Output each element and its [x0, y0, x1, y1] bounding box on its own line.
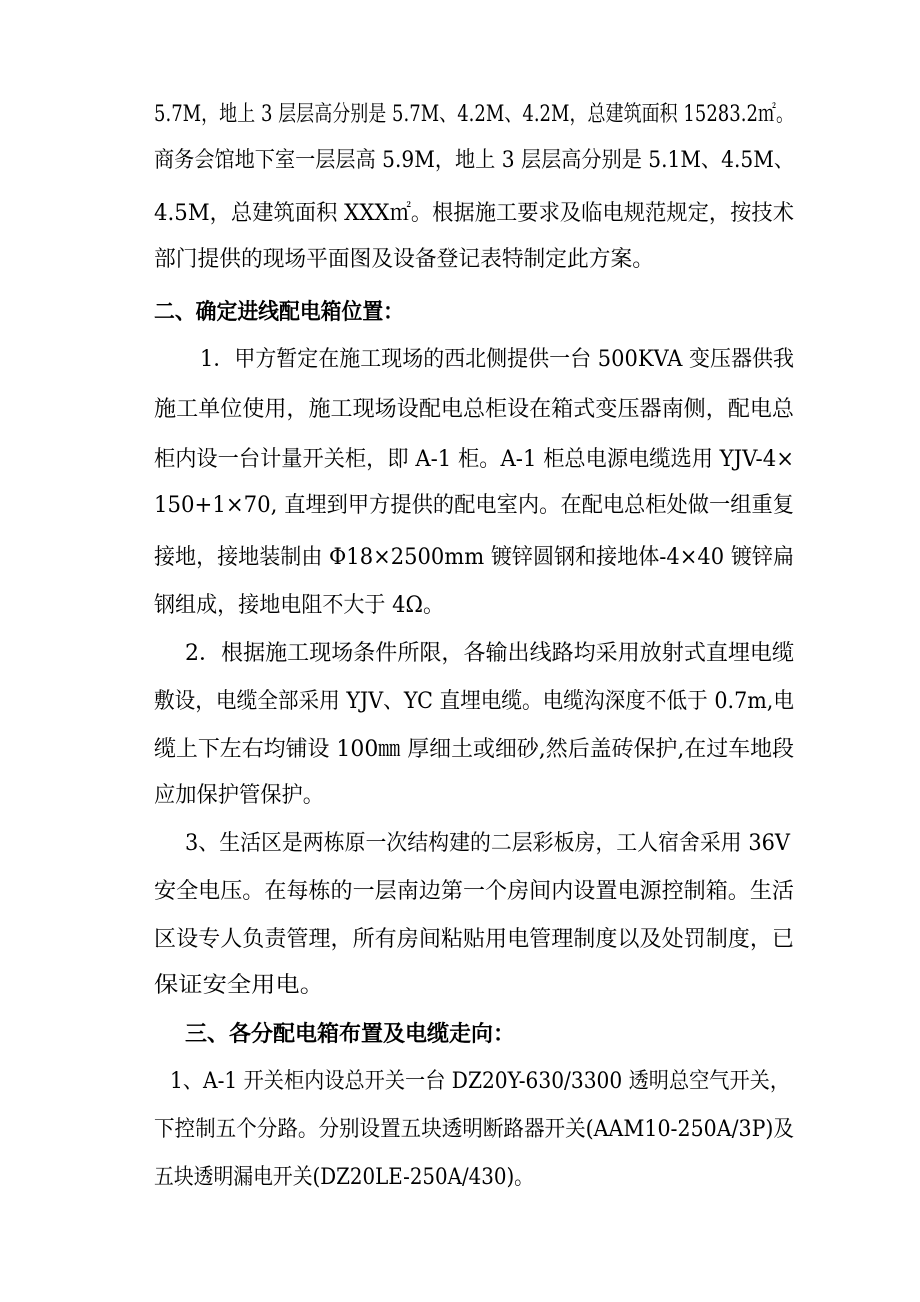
section-heading: 三、各分配电箱布置及电缆走向： [185, 1021, 515, 1047]
paragraph-line: 商务会馆地下室一层层高 5.9M，地上 3 层层高分别是 5.1M、4.5M、 [154, 148, 794, 173]
paragraph-line: 钢组成，接地电阻不大于 4Ω。 [154, 593, 444, 618]
paragraph-line: 1、A-1 开关柜内设总开关一台 DZ20Y-630/3300 透明总空气开关， [170, 1069, 790, 1094]
paragraph-line: 区设专人负责管理，所有房间粘贴用电管理制度以及处罚制度，已 [154, 927, 794, 952]
paragraph-line: 五块透明漏电开关(DZ20LE-250A/430)。 [154, 1165, 534, 1190]
paragraph-line: 150+1×70, 直埋到甲方提供的配电室内。在配电总柜处做一组重复 [154, 493, 794, 518]
paragraph-line: 保证安全用电。 [154, 973, 324, 998]
paragraph-line: 接地，接地装制由 Φ18×2500mm 镀锌圆钢和接地体-4×40 镀锌扁 [154, 545, 794, 570]
paragraph-line: 下控制五个分路。分别设置五块透明断路器开关(AAM10-250A/3P)及 [154, 1117, 794, 1142]
paragraph-line: 缆上下左右均铺设 100㎜ 厚细土或细砂,然后盖砖保护,在过车地段 [154, 737, 794, 762]
paragraph-line: 5.7M，地上 3 层层高分别是 5.7M、4.2M、4.2M，总建筑面积 15283.2㎡。 [154, 102, 794, 127]
paragraph-line: 安全电压。在每栋的一层南边第一个房间内设置电源控制箱。生活 [154, 879, 794, 904]
paragraph-line: 部门提供的现场平面图及设备登记表特制定此方案。 [154, 247, 654, 272]
paragraph-line: 3、生活区是两栋原一次结构建的二层彩板房，工人宿舍采用 36V [185, 831, 790, 856]
paragraph-line: 1．甲方暂定在施工现场的西北侧提供一台 500KVA 变压器供我 [200, 347, 794, 372]
section-heading: 二、确定进线配电箱位置： [154, 299, 404, 325]
paragraph-line: 4.5M，总建筑面积 XXX㎡。根据施工要求及临电规范规定，按技术 [154, 201, 794, 226]
paragraph-line: 施工单位使用，施工现场设配电总柜设在箱式变压器南侧，配电总 [154, 397, 794, 422]
paragraph-line: 敷设，电缆全部采用 YJV、YC 直埋电缆。电缆沟深度不低于 0.7m,电 [154, 689, 794, 714]
paragraph-line: 柜内设一台计量开关柜，即 A-1 柜。A-1 柜总电源电缆选用 YJV-4× [154, 447, 794, 472]
paragraph-line: 应加保护管保护。 [154, 783, 324, 808]
paragraph-line: 2．根据施工现场条件所限，各输出线路均采用放射式直埋电缆 [185, 641, 794, 666]
